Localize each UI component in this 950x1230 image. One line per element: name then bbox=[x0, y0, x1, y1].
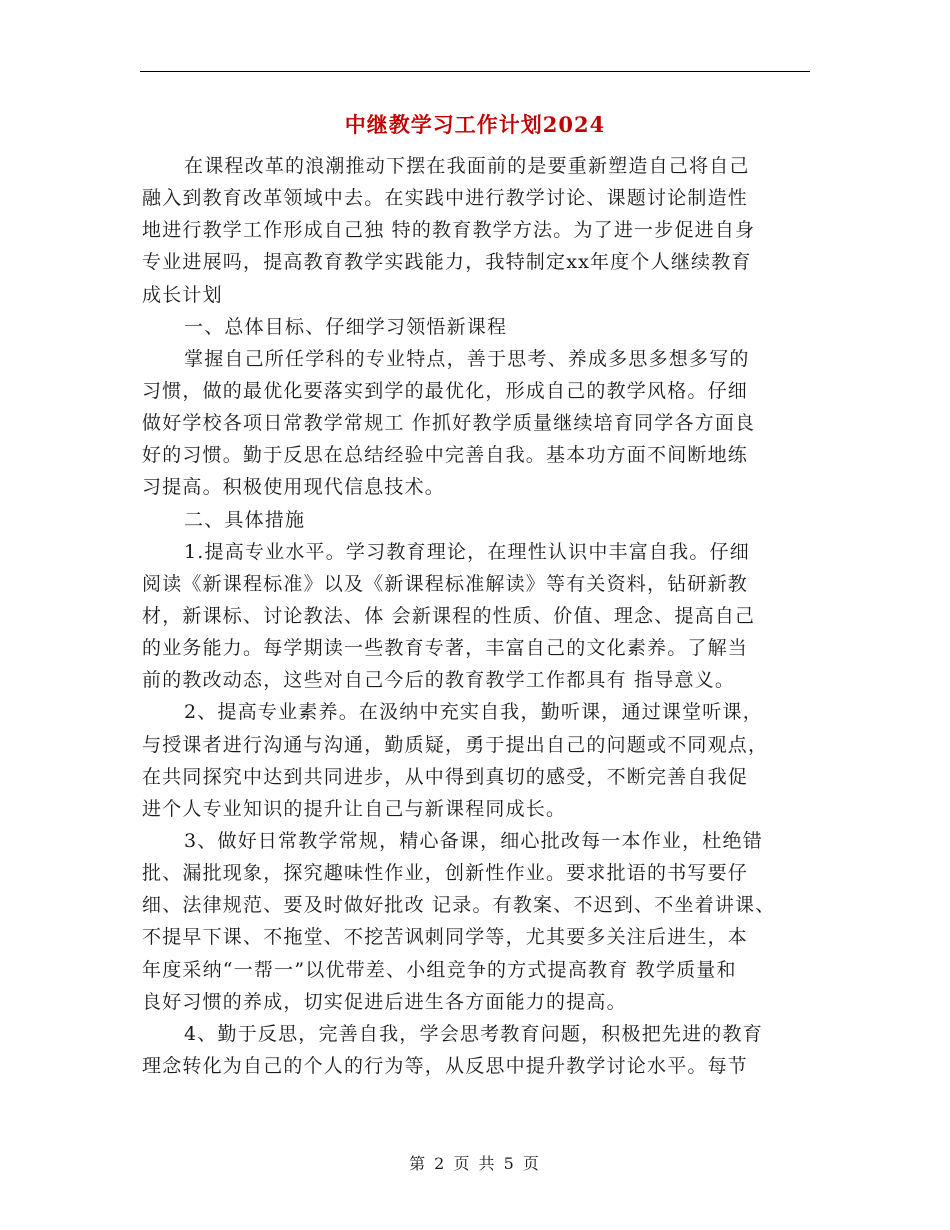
body-line: 习惯，做的最优化要落实到学的最优化，形成自己的教学风格。仔细 bbox=[142, 379, 749, 402]
body-line: 与授课者进行沟通与沟通，勤质疑，勇于提出自己的问题或不同观点， bbox=[142, 733, 769, 756]
body-line: 融入到教育改革领域中去。在实践中进行教学讨论、课题讨论制造性 bbox=[142, 187, 749, 210]
body-line: 4、勤于反思，完善自我，学会思考教育问题，积极把先进的教育 bbox=[184, 1022, 763, 1045]
body-line: 良好习惯的养成，切实促进后进生各方面能力的提高。 bbox=[142, 990, 627, 1013]
page-footer: 第 2 页 共 5 页 bbox=[409, 1154, 541, 1173]
body-line: 习提高。积极使用现代信息技术。 bbox=[142, 476, 446, 499]
body-line: 在课程改革的浪潮推动下摆在我面前的是要重新塑造自己将自己 bbox=[184, 155, 750, 177]
body-line: 成长计划 bbox=[142, 283, 223, 306]
body-line: 不提早下课、不拖堂、不挖苦讽刺同学等，尤其要多关注后进生，本 bbox=[142, 926, 749, 949]
body-line: 进个人专业知识的提升让自己与新课程同成长。 bbox=[142, 797, 567, 820]
body-line: 的业务能力。每学期读一些教育专著，丰富自己的文化素养。了解当 bbox=[142, 637, 749, 660]
body-line: 3、做好日常教学常规，精心备课，细心批改每一本作业，杜绝错 bbox=[184, 829, 763, 852]
body-line: 掌握自己所任学科的专业特点，善于思考、养成多思多想多写的 bbox=[184, 347, 750, 370]
body-line: 好的习惯。勤于反思在总结经验中完善自我。基本功方面不间断地练 bbox=[142, 444, 749, 467]
body-line: 2、提高专业素养。在汲纳中充实自我，勤听课，通过课堂听课， bbox=[184, 701, 763, 724]
body-line: 细、法律规范、要及时做好批改 记录。有教案、不迟到、不坐着讲课、 bbox=[142, 894, 776, 917]
body-line: 阅读《新课程标准》以及《新课程标准解读》等有关资料，钻研新教 bbox=[142, 572, 749, 595]
body-line: 在共同探究中达到共同进步，从中得到真切的感受，不断完善自我促 bbox=[142, 765, 749, 788]
body-line: 年度采纳“一帮一”以优带差、小组竞争的方式提高教育 教学质量和 bbox=[142, 958, 737, 981]
body-line: 1.提高专业水平。学习教育理论，在理性认识中丰富自我。仔细 bbox=[184, 540, 750, 563]
document-title: 中继教学习工作计划2024 bbox=[344, 112, 606, 137]
body-line: 一、总体目标、仔细学习领悟新课程 bbox=[184, 315, 508, 338]
body-line: 理念转化为自己的个人的行为等，从反思中提升教学讨论水平。每节 bbox=[142, 1054, 749, 1077]
body-line: 做好学校各项日常教学常规工 作抓好教学质量继续培育同学各方面良 bbox=[142, 412, 756, 435]
body-line: 前的教改动态，这些对自己今后的教育教学工作都具有 指导意义。 bbox=[142, 669, 736, 692]
body-line: 二、具体措施 bbox=[184, 508, 306, 531]
document-body bbox=[142, 150, 808, 1082]
body-line: 材，新课标、讨论教法、体 会新课程的性质、价值、理念、提高自己 bbox=[142, 604, 756, 627]
body-line: 批、漏批现象，探究趣味性作业，创新性作业。要求批语的书写要仔 bbox=[142, 862, 749, 885]
header-rule bbox=[140, 71, 810, 72]
body-line: 专业进展吗，提高教育教学实践能力，我特制定xx年度个人继续教育 bbox=[142, 251, 752, 274]
body-line: 地进行教学工作形成自己独 特的教育教学方法。为了进一步促进自身 bbox=[142, 219, 756, 242]
